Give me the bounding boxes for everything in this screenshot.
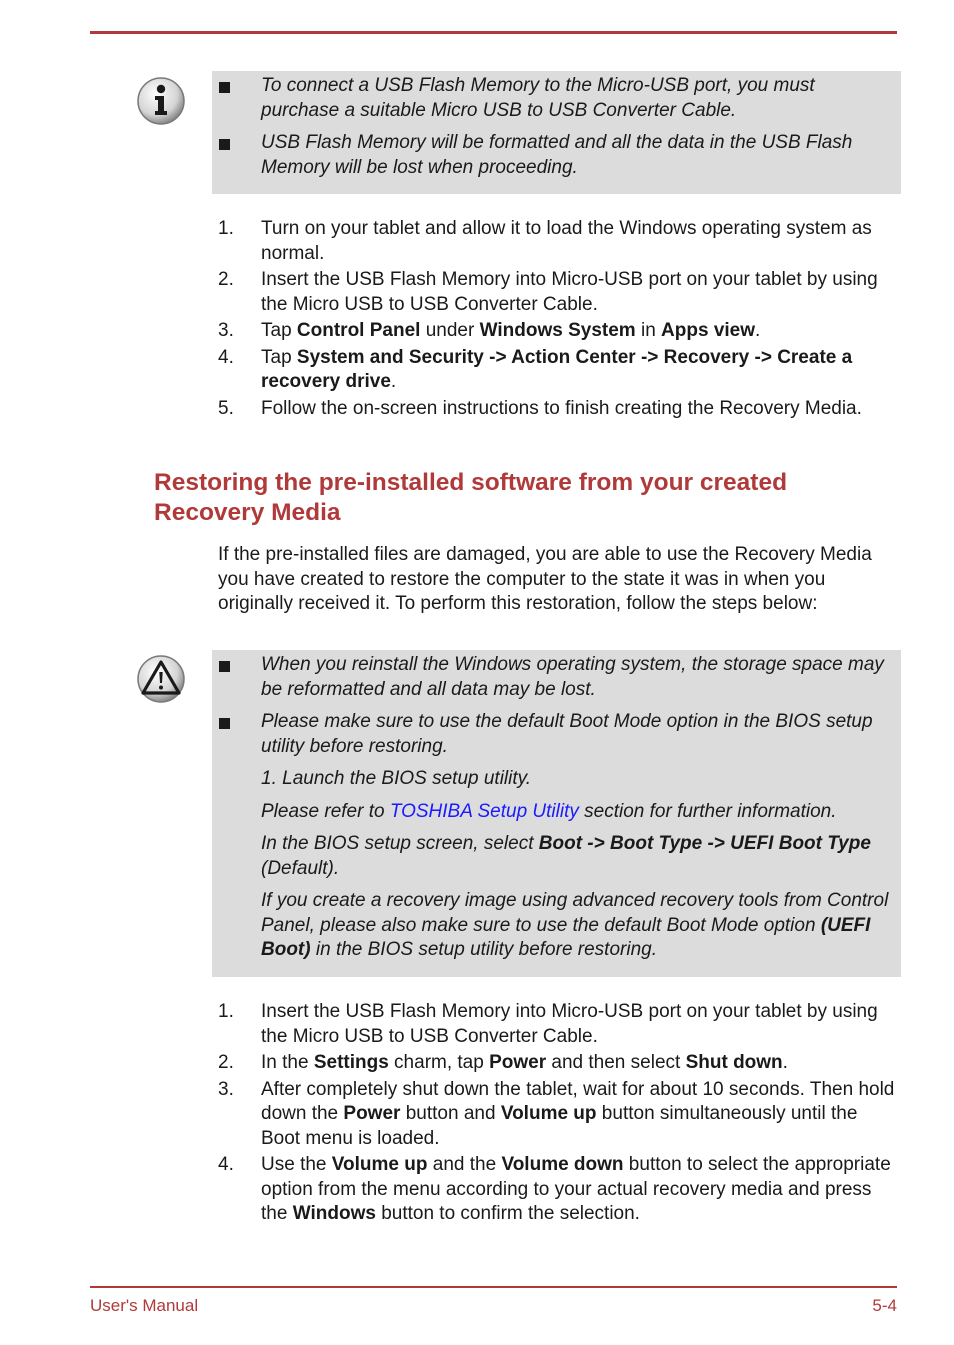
bold-text: (UEFI Boot): [261, 914, 871, 960]
text-run: .: [755, 320, 761, 341]
footer-title: User's Manual: [90, 1296, 199, 1315]
text-run: in the BIOS setup utility before restoring.: [310, 939, 657, 960]
bold-text: Volume up: [500, 1103, 597, 1124]
bold-text: System and Security -> Action Center -> Recovery -> Create a recovery drive: [261, 346, 853, 392]
bold-text: Windows: [292, 1203, 376, 1224]
step-item: [218, 1153, 898, 1227]
text-run: and the: [427, 1154, 502, 1175]
step-number: 2.: [218, 269, 234, 290]
text-run: Tap: [261, 320, 297, 341]
bold-text: Settings: [313, 1052, 389, 1073]
bold-text: Boot -> Boot Type -> UEFI Boot Type: [538, 833, 871, 854]
text-run: in: [635, 320, 662, 341]
text-run: and then select: [546, 1052, 686, 1073]
text-run: charm, tap: [388, 1052, 490, 1073]
bold-text: Power: [489, 1052, 547, 1073]
steps-list-create: [218, 217, 898, 423]
text-run: If you create a recovery image using advanced recovery tools from Control Panel, please also make sure to use the default Boot Mode option: [261, 890, 889, 936]
bullet-square-icon: [219, 718, 230, 729]
note-item: To connect a USB Flash Memory to the Micro-USB port, you must purchase a suitable Micro USB to USB Converter Cable.: [212, 74, 901, 123]
text-run: Insert the USB Flash Memory into Micro-USB port on your tablet by using the Micro USB to USB Converter Cable.: [261, 269, 878, 315]
step-number: 2.: [218, 1052, 234, 1073]
step-number: 5.: [218, 397, 234, 419]
text-run: under: [420, 320, 480, 341]
step-number: 3.: [218, 320, 234, 341]
note-sub-paragraph: [212, 832, 901, 881]
warning-note: [212, 650, 901, 977]
step-number: 4.: [218, 346, 234, 368]
step-number: 1.: [218, 218, 234, 239]
step-number: 1.: [218, 1001, 234, 1022]
text-run: In the: [261, 1052, 314, 1073]
bold-text: Power: [343, 1103, 401, 1124]
text-run: button to confirm the selection.: [375, 1203, 640, 1224]
note-sub-paragraph: [212, 800, 901, 825]
note-sub-paragraph: [212, 767, 901, 792]
bold-text: Volume up: [331, 1154, 428, 1175]
text-run: Use the: [261, 1154, 332, 1175]
step-item: [218, 217, 898, 266]
toshiba-setup-utility-link[interactable]: TOSHIBA Setup Utility: [389, 800, 579, 822]
bullet-square-icon: [219, 661, 230, 672]
text-run: Insert the USB Flash Memory into Micro-USB port on your tablet by using the Micro USB to USB Converter Cable.: [261, 1001, 878, 1047]
steps-list-restore: [218, 1000, 898, 1229]
text-run: button and: [400, 1103, 501, 1124]
text-run: Tap: [261, 346, 297, 368]
step-item: [218, 319, 898, 344]
text-run: 1. Launch the BIOS setup utility.: [261, 768, 532, 789]
section-heading: Restoring the pre-installed software from your created Recovery Media: [154, 469, 788, 526]
warning-icon: [136, 654, 186, 704]
step-number: 4.: [218, 1154, 234, 1175]
text-run: button simultaneously until the Boot menu is loaded.: [261, 1103, 858, 1149]
step-item: [218, 346, 898, 395]
step-number: 3.: [218, 1078, 234, 1100]
bold-text: Shut down: [685, 1052, 783, 1073]
step-item: [218, 1078, 898, 1152]
text-run: section for further information.: [578, 800, 837, 822]
text-run: Please refer to: [261, 800, 390, 822]
note-item: USB Flash Memory will be formatted and all the data in the USB Flash Memory will be lost when proceeding.: [212, 131, 901, 180]
footer-rule: [90, 1286, 897, 1288]
text-run: (Default).: [261, 857, 340, 879]
step-item: [218, 1000, 898, 1049]
note-sub-paragraph: [212, 889, 901, 963]
text-run: Turn on your tablet and allow it to load the Windows operating system as normal.: [261, 218, 872, 264]
info-icon: [136, 76, 186, 126]
bold-text: Apps view: [661, 320, 756, 341]
bold-text: Control Panel: [296, 320, 421, 341]
note-item: When you reinstall the Windows operating system, the storage space may be reformatted and all data may be lost.: [212, 653, 901, 702]
info-note: [212, 71, 901, 194]
text-run: After completely shut down the tablet, wait for about 10 seconds. Then hold down the: [261, 1078, 895, 1124]
text-run: In the BIOS setup screen, select: [261, 833, 539, 854]
step-item: [218, 268, 898, 317]
bold-text: Windows System: [479, 320, 636, 341]
section-intro: If the pre-installed files are damaged, you are able to use the Recovery Media you have created to restore the computer to the state it was in when you originally received it. To perform this restoration, follow the steps below:: [218, 544, 872, 614]
page-number: 5-4: [872, 1296, 897, 1315]
step-item: [218, 397, 898, 422]
header-rule: [90, 31, 897, 34]
note-item: Please make sure to use the default Boot Mode option in the BIOS setup utility before restoring.: [212, 710, 901, 759]
step-item: [218, 1051, 898, 1076]
text-run: .: [390, 371, 397, 392]
text-run: Follow the on-screen instructions to finish creating the Recovery Media.: [261, 397, 862, 419]
bold-text: Volume down: [501, 1154, 624, 1175]
text-run: .: [782, 1052, 788, 1073]
text-run: button to select the appropriate option from the menu according to your actual recovery media and press the: [261, 1154, 891, 1224]
bullet-square-icon: [219, 82, 230, 93]
bullet-square-icon: [219, 139, 230, 150]
